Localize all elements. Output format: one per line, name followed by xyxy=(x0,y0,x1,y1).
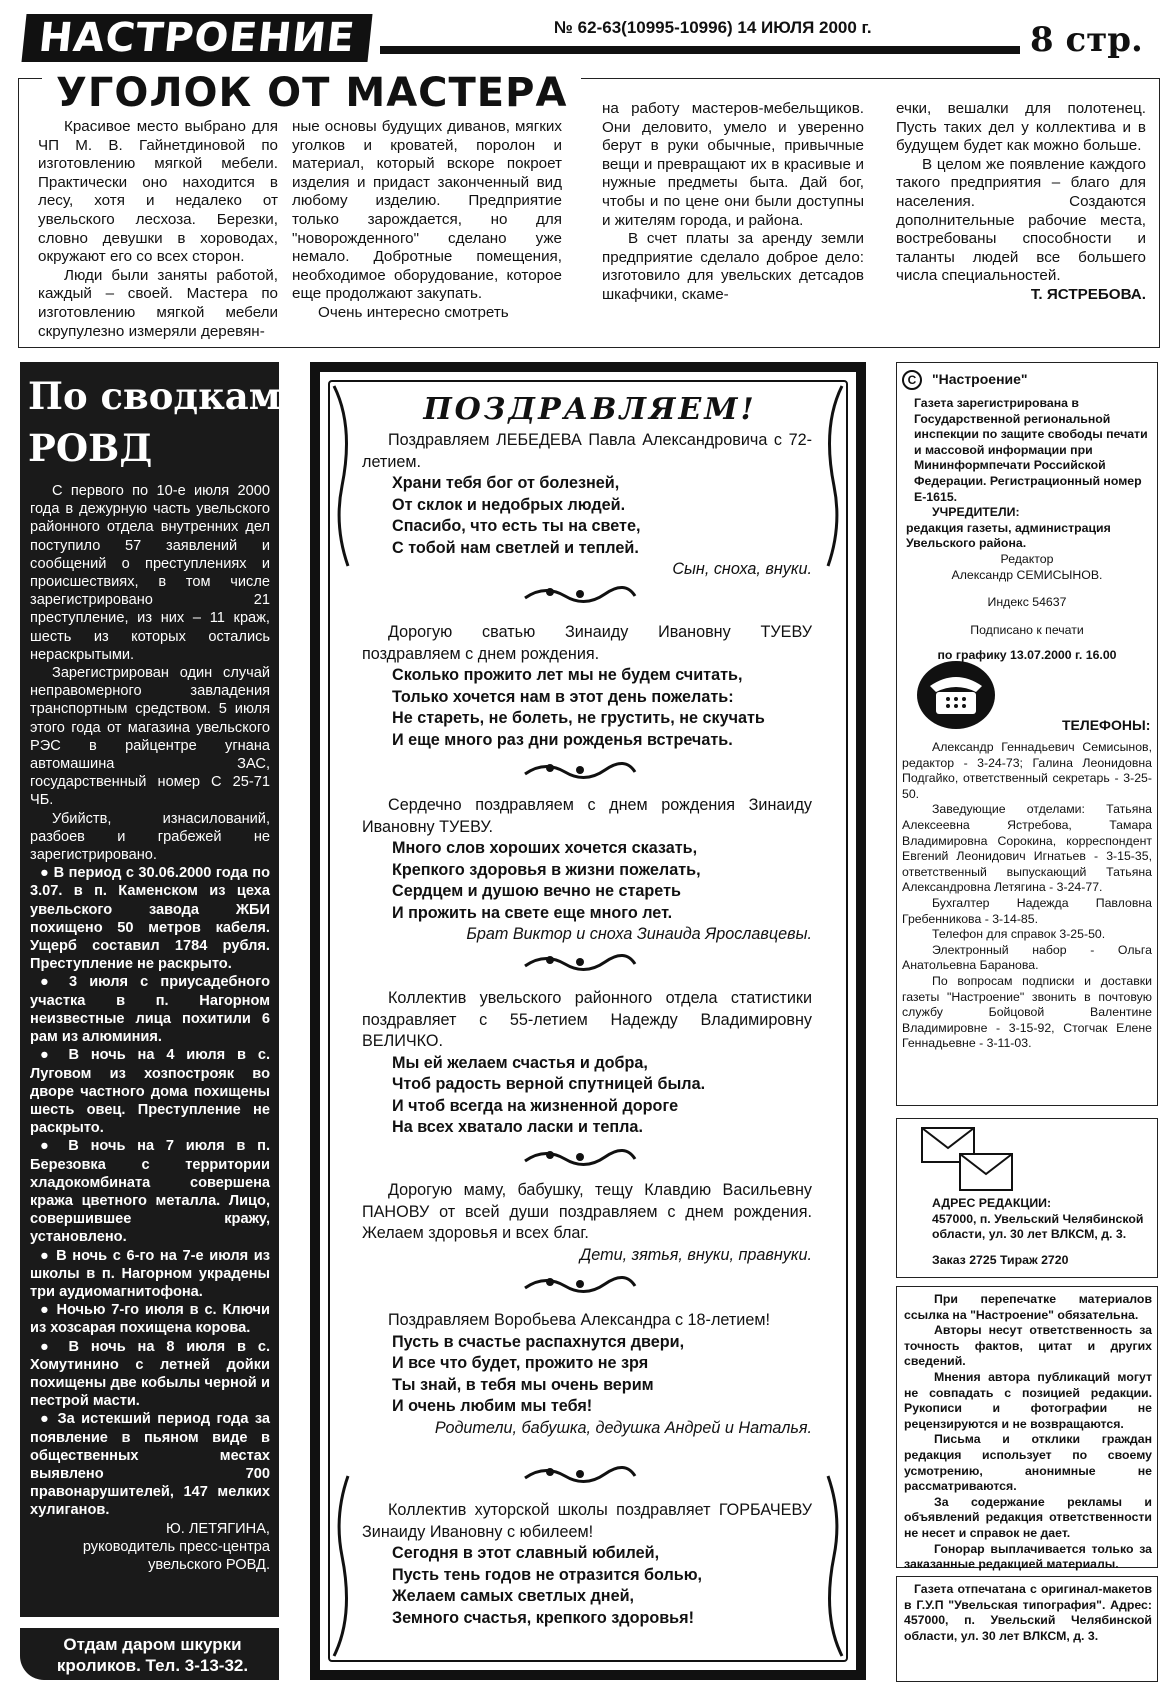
masthead-title: НАСТРОЕНИЕ xyxy=(21,14,372,62)
ornament-divider xyxy=(520,1462,640,1486)
ornament-divider xyxy=(520,582,640,606)
phones-label: ТЕЛЕФОНЫ: xyxy=(1062,717,1151,733)
greeting-7: Коллектив хуторской школы поздравляет ГОРБАЧЕВУ Зинаиду Ивановну с юбилеем! Сегодня в этот славный юбилей, Пусть тень годов не отразится болью, Желаем самых светлых дней, Земного счастья, крепкого здоровья! xyxy=(362,1501,812,1627)
top-article-col-1: Красивое место выбрано для ЧП М. В. Гайнетдиновой по изготовлению мягкой мебели. Практически оно находится в лесу, хотя и недалеко от увельского лесхоза. Березки, словно девушки в хороводах, окружают его со всех сторон. Люди были заняты работой, каждый – своей. Мастера по изготовлению мягкой мебели скрупулезно измеряли деревян- xyxy=(38,118,278,340)
top-article-title: УГОЛОК ОТ МАСТЕРА xyxy=(42,70,581,116)
page-number: 8 стр. xyxy=(1030,20,1143,60)
rovd-title: По сводкам РОВД xyxy=(28,374,281,470)
classified-ad-text: Отдам даром шкурки кроликов. Тел. 3-13-32. xyxy=(56,1635,249,1675)
printer-text: Газета отпечатана с оригинал-макетов в Г.У.П "Увельская типография". Адрес: 457000, п. Увельский Челябинской области, ул. 30 лет ВЛКСМ, д. 3. xyxy=(904,1582,1152,1643)
top-article-col-2: ные основы будущих диванов, мягких уголков и кроватей, поролон и материал, который вскоре покроет изделия и придаст законченный вид любому изделию. Предприятие только зарождается, но для "новорожденного" сделано уже немало. Добротные помещения, необходимое оборудование, которое еще продолжают закупать. Очень интересно смотреть xyxy=(292,118,562,321)
rovd-signature: Ю. ЛЕТЯГИНА, xyxy=(165,1520,270,1537)
greeting-3: Сердечно поздравляем с днем рождения Зинаиду Ивановну ТУЕВУ. Много слов хороших хочется сказать, Крепкого здоровья в жизни пожелать, Сердцем и душою вечно не стареть И прожить на свете еще много лет. Брат Виктор и сноха Зинаида Ярославцевы. xyxy=(362,796,812,943)
greeting-4: Коллектив увельского районного отдела статистики поздравляет с 55-летием Надежду Владимировну ВЕЛИЧКО. Мы ей желаем счастья и добра, Чтоб радость верной спутницей была. И чтоб всегда на жизненной дороге На всех хватало ласки и тепла. xyxy=(362,989,812,1136)
top-article-col-4: ечки, вешалки для полотенец. Пусть таких дел у коллектива и в будущем будет как можно больше. В целом же появление каждого такого предприятия – благо для населения. Создаются дополнительные рабочие места, востребованы способности и таланты людей все большего числа специальностей. Т. ЯСТРЕБОВА. xyxy=(896,100,1146,303)
phones-list: Александр Геннадьевич Семисынов, редактор - 3-24-73; Галина Леонидовна Подгайко, ответственный секретарь - 3-25-50. Заведующие отделами: Татьяна Алексеевна Ястребова, Тамара Владимировна Сорокина, корреспондент Евгений Леонидович Игнатьев - 3-15-35, ответственный выпускающий Татьяна Александровна Летягина - 3-24-77. Бухгалтер Надежда Павловна Гребенникова - 3-14-85. Телефон для справок 3-25-50. Электронный набор - Ольга Анатольевна Баранова. По вопросам подписки и доставки газеты "Настроение" звонить в почтовую службу Бойцовой Валентине Владимировне - 3-15-92, Стогчак Елене Геннадьевне - 3-11-03. xyxy=(902,740,1152,1051)
rovd-text: С первого по 10-е июля 2000 года в дежурную часть увельского районного отдела внутренних дел поступило 57 заявлений и сообщений о преступлениях и происшествиях, в том числе зарегистрировано 21 преступление, из них – 11 краж, шесть из которых остались нераскрытыми. Зарегистрирован один случай неправомерного завладения транспортным средством. 5 июля этого года от магазина увельского РЭС в райцентре угнана автомашина ЗАС, государственный номер С 25-71 ЧБ. Убийств, изнасилований, разбоев и грабежей не зарегистрировано. ● В период с 30.06.2000 года по 3.07. в п. Каменском из цеха увельского завода ЖБИ похищено 50 метров кабеля. Ущерб составил 1784 рубля. Преступление не раскрыто. ● 3 июля с приусадебного участка в п. Нагорном неизвестные лица похитили 6 рам из алюминия. ● В ночь на 4 июля в с. Луговом из хозпострояк во дворе частного дома похищены шесть овец. Преступление не раскрыто. ● В ночь на 7 июля в п. Березовка с территории хладокомбината совершена кража цветного металла. Лицо, совершившее кражу, установлено. ● В ночь с 6-го на 7-е июля из школы в п. Нагорном украдены три аудиомагнитофона. ● Ночью 7-го июля в с. Ключи из хозсарая похищена корова. ● В ночь на 8 июля в с. Хомутинино с летней дойки похищены две кобылы черной и пестрой масти. ● За истекший период года за появление в пьяном виде в общественных местах выявлено 700 правонарушителей, 147 мелких хулиганов. Ю. ЛЕТЯГИНА, руководитель пресс-центра увельского РОВД. xyxy=(30,483,270,1573)
greeting-5: Дорогую маму, бабушку, тещу Клавдию Васильевну ПАНОВУ от всей души поздравляем с днем рождения. Желаем здоровья и всех благ. Дети, зятья, внуки, правнуки. xyxy=(362,1181,812,1264)
greeting-2: Дорогую сватью Зинаиду Ивановну ТУЕВУ поздравляем с днем рождения. Сколько прожито лет мы не будем считать, Только хочется нам в этот день пожелать: Не стареть, не болеть, не грустить, не скучать И еще много раз дни рожденья встречать. xyxy=(362,623,812,749)
top-article-signature: Т. ЯСТРЕБОВА. xyxy=(1030,285,1146,303)
ornament-divider xyxy=(520,758,640,782)
greeting-6: Поздравляем Воробьева Александра с 18-летием! Пусть в счастье распахнутся двери, И все что будет, прожито не зря Ты знай, в тебя мы очень верим И очень любим мы тебя! Родители, бабушка, дедушка Андрей и Наталья. xyxy=(388,1311,812,1437)
congrats-heading: ПОЗДРАВЛЯЕМ! xyxy=(423,392,757,427)
envelope-icon xyxy=(920,1126,1016,1194)
header-rule xyxy=(380,46,1020,54)
top-article-col-3: на работу мастеров-мебельщиков. Они деловито, умело и уверенно берут в руки обычные, привычные вещи и превращают их в красивые и нужные предметы быта. Дай бог, чтобы и по цене они были доступны и жителям города, и района. В счет платы за аренду земли предприятие сделало доброе дело: изготовило для увельских детсадов шкафчики, скаме- xyxy=(602,100,864,303)
ornament-divider xyxy=(520,1145,640,1169)
ornament-divider xyxy=(520,950,640,974)
copyright-icon: C xyxy=(902,370,922,390)
notice-text: При перепечатке материалов ссылка на "Настроение" обязательна. Авторы несут ответственность за точность фактов, цитат и других сведений. Мнения автора публикаций могут не совпадать с позицией редакции. Рукописи и фотографии не рецензируются и не возвращаются. Письма и отклики граждан редакция использует по своему усмотрению, анонимные не рассматриваются. За содержание рекламы и объявлений редакция ответственности не несет и справок не дает. Гонорар выплачивается только за заказанные редакцией материалы. xyxy=(904,1292,1152,1572)
issue-number: № 62-63(10995-10996) 14 ИЮЛЯ 2000 г. xyxy=(548,18,878,38)
address-text: АДРЕС РЕДАКЦИИ: 457000, п. Увельский Челябинской области, ул. 30 лет ВЛКСМ, д. 3. Заказ 2725 Тираж 2720 xyxy=(932,1196,1144,1267)
greeting-1: Поздравляем ЛЕБЕДЕВА Павла Александровича с 72-летием. Храни тебя бог от болезней, От склок и недобрых людей. Спасибо, что есть ты на свете, С тобой нам светлей и теплей. Сын, сноха, внуки. xyxy=(362,431,812,578)
imprint-text: C "Настроение" Газета зарегистрирована в Государственной региональной инспекции по защите свободы печати и массовой информации при Мининформпечати Российской Федерации. Регистрационный номер Е-1615. УЧРЕДИТЕЛИ: редакция газеты, администрация Увельского района. Редактор Александр СЕМИСЫНОВ. Индекс 54637 Подписано к печати по графику 13.07.2000 г. 16.00 xyxy=(902,370,1152,664)
telephone-icon xyxy=(916,660,996,730)
ornament-divider xyxy=(520,1272,640,1296)
